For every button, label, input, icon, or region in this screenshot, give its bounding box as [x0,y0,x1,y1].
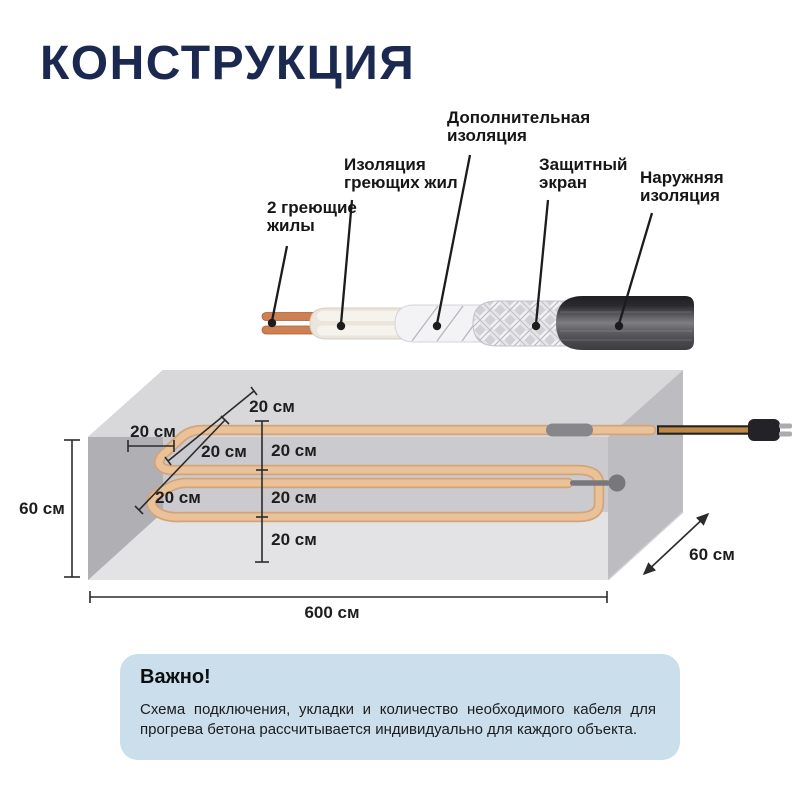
dim-label-depth: 60 см [689,545,735,564]
label-protective-shield: Защитный экран [539,155,628,193]
dim-label-vertical-2: 20 см [271,488,317,507]
dim-label-diagonal-lower: 20 см [155,488,201,507]
cable-cross-section [262,296,694,350]
note-heading: Важно! [140,666,211,688]
label-heating-wires: 2 греющие жилы [267,198,357,236]
dim-line-length [90,591,607,603]
dim-label-height: 60 см [19,499,65,518]
coupling-sleeve [546,424,593,437]
note-body-text: Схема подключения, укладки и количество необходимого кабеля для прогрева бетона рассчитывается индивидуально для каждого объекта. [140,701,656,738]
dim-label-diagonal-upper: 20 см [201,442,247,461]
dim-label-length: 600 см [304,603,360,622]
dim-label-vertical-3: 20 см [271,530,317,549]
dim-label-diagonal-top: 20 см [249,397,295,416]
shield-braid-graphic [473,301,570,346]
label-outer-insulation: Наружняя изоляция [640,168,724,206]
dim-label-offset-left: 20 см [130,422,176,441]
power-plug [748,419,792,441]
important-note-box [120,654,680,760]
label-additional-insulation: Дополнительная изоляция [447,108,591,146]
label-core-insulation: Изоляция греющих жил [344,155,458,193]
page-title: КОНСТРУКЦИЯ [40,37,416,90]
dim-label-vertical-1: 20 см [271,441,317,460]
